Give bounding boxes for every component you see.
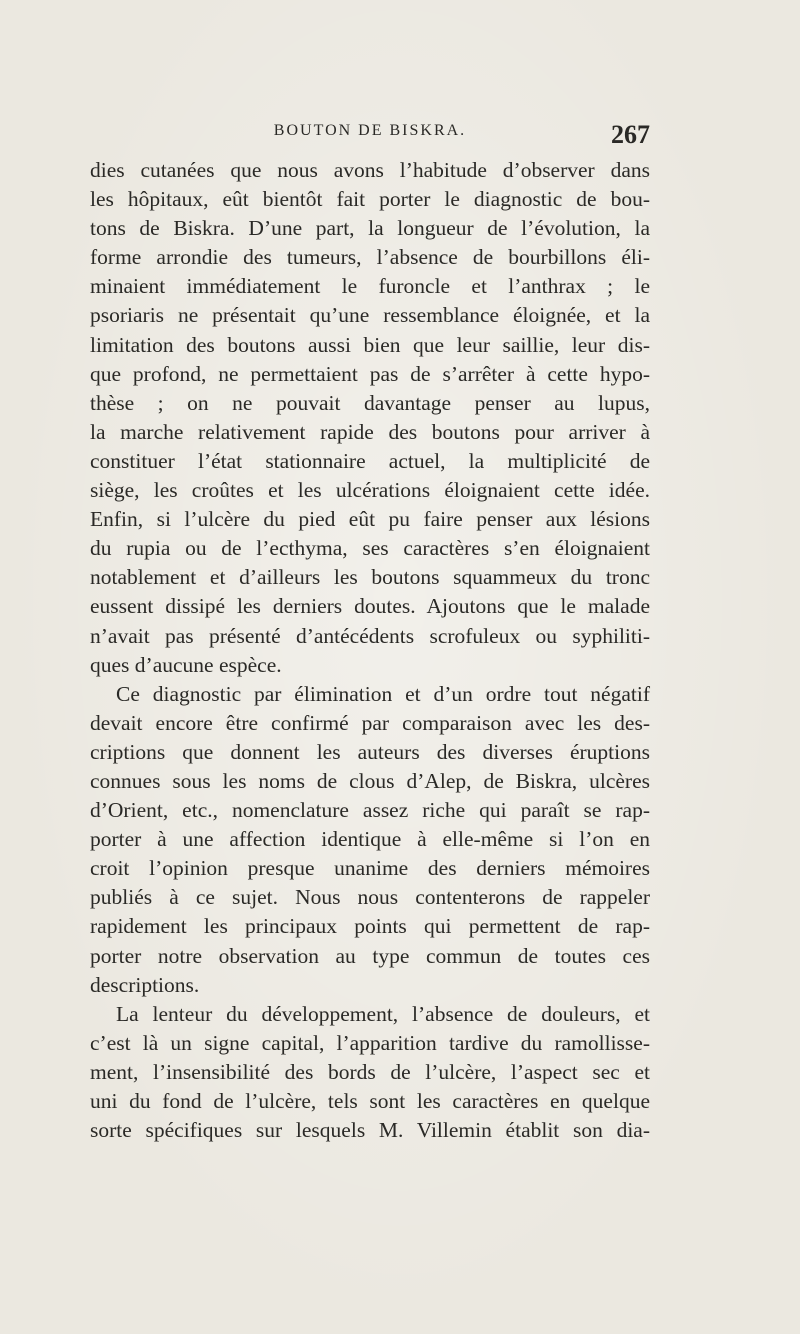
text-line: ment, l’insensibilité des bords de l’ulcère, l’aspect sec et [90,1059,650,1084]
text-line: descriptions. [90,972,200,997]
text-line: du rupia ou de l’ecthyma, ses caractères s’en éloignaient [90,536,650,561]
text-line: n’avait pas présenté d’antécédents scrofuleux ou syphiliti- [90,623,650,648]
text-line: criptions que donnent les auteurs des diverses éruptions [90,739,650,764]
text-line: dies cutanées que nous avons l’habitude d’observer dans [90,158,650,182]
text-line: siège, les croûtes et les ulcérations éloignaient cette idée. [90,478,650,503]
text-line: Enfin, si l’ulcère du pied eût pu faire penser aux lésions [90,507,650,532]
text-line: connues sous les noms de clous d’Alep, de Biskra, ulcères [90,768,650,793]
text-line: ques d’aucune espèce. [90,652,282,677]
text-line: thèse ; on ne pouvait davantage penser au lupus, [90,390,650,415]
text-line: porter à une affection identique à elle-même si l’on en [90,827,650,852]
text-line: eussent dissipé les derniers doutes. Ajoutons que le malade [90,594,650,619]
text-line: limitation des boutons aussi bien que leur saillie, leur dis- [90,332,650,357]
text-line: La lenteur du développement, l’absence de douleurs, et [116,1001,650,1026]
running-title: BOUTON DE BISKRA. [273,122,467,139]
text-line: constituer l’état stationnaire actuel, la multiplicité de [90,448,650,473]
text-line: d’Orient, etc., nomenclature assez riche qui paraît se rap- [90,798,650,823]
text-line: la marche relativement rapide des boutons pour arriver à [90,419,650,444]
body-text [90,156,650,1145]
text-line: forme arrondie des tumeurs, l’absence de bourbillons éli- [90,245,650,270]
page-number: 267 [611,120,650,149]
text-line: Ce diagnostic par élimination et d’un ordre tout négatif [116,681,650,706]
text-line: devait encore être confirmé par comparaison avec les des- [90,710,650,735]
text-line: les hôpitaux, eût bientôt fait porter le diagnostic de bou- [90,187,650,212]
text-line: croit l’opinion presque unanime des derniers mémoires [90,856,650,881]
text-line: rapidement les principaux points qui permettent de rap- [90,914,650,939]
text-line: psoriaris ne présentait qu’une ressemblance éloignée, et la [90,303,650,328]
text-line: uni du fond de l’ulcère, tels sont les caractères en quelque [90,1089,650,1113]
text-line: publiés à ce sujet. Nous nous contenterons de rappeler [90,885,650,910]
text-line: c’est là un signe capital, l’apparition tardive du ramollisse- [90,1030,650,1055]
text-line: tons de Biskra. D’une part, la longueur de l’évolution, la [90,216,650,241]
text-line: minaient immédiatement le furoncle et l’anthrax ; le [90,274,650,299]
running-head [90,120,650,150]
text-line: que profond, ne permettaient pas de s’arrêter à cette hypo- [90,361,650,386]
text-line: notablement et d’ailleurs les boutons squammeux du tronc [90,565,650,590]
text-line: sorte spécifiques sur lesquels M. Villemin établit son dia- [90,1118,650,1143]
text-line: porter notre observation au type commun de toutes ces [90,943,650,968]
